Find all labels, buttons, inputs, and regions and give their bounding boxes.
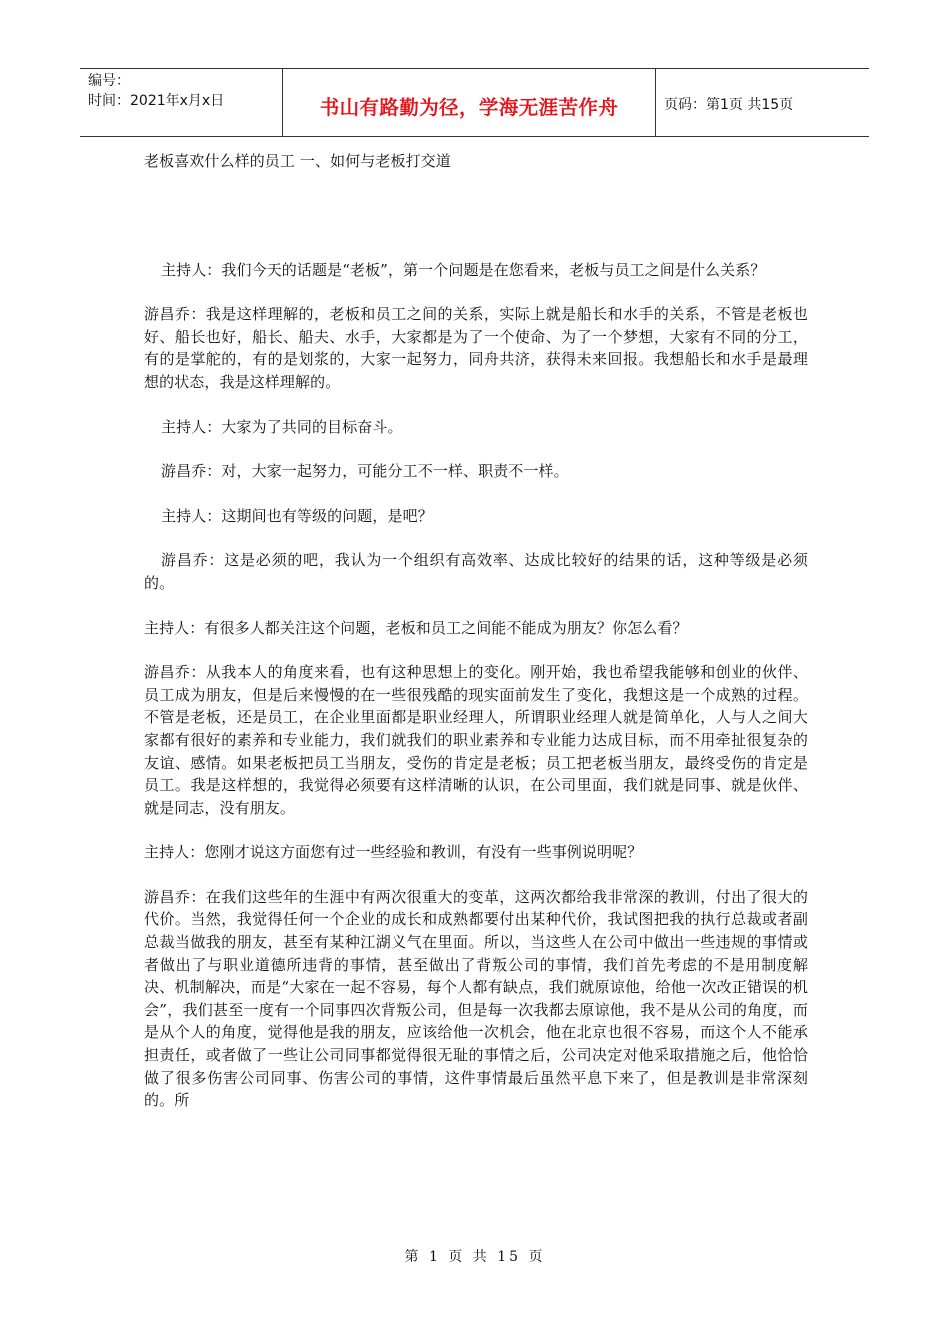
paragraph: 游昌乔：从我本人的角度来看，也有这种思想上的变化。刚开始，我也希望我能够和创业的伙伴、员工成为朋友，但是后来慢慢的在一些很残酷的现实面前发生了变化，我想这是一个成熟的过程。不管是老板，还是员工，在企业里面都是职业经理人，所谓职业经理人就是简单化，人与人之间大家都有很好的素养和专业能力，我们就我们的职业素养和专业能力达成目标，而不用牵扯很复杂的友谊、感情。如果老板把员工当朋友，受伤的肯定是老板；员工把老板当朋友，最终受伤的肯定是员工。我是这样想的，我觉得必须要有这样清晰的认识，在公司里面，我们就是同事、就是伙伴、就是同志，没有朋友。	[144, 663, 808, 817]
paragraph: 主持人：有很多人都关注这个问题，老板和员工之间能不能成为朋友？你怎么看？	[144, 618, 688, 637]
document-header	[80, 68, 869, 137]
title-spacer	[144, 173, 808, 259]
footer-page-number: 第 1 页 共 15 页	[404, 1249, 546, 1265]
paragraph: 游昌乔：这是必须的吧，我认为一个组织有高效率、达成比较好的结果的话，这种等级是必须的。	[144, 551, 808, 592]
paragraph: 游昌乔：对，大家一起努力，可能分工不一样、职责不一样。	[161, 462, 569, 481]
motto-text: 书山有路勤为径，学海无涯苦作舟	[319, 95, 619, 119]
page-footer	[0, 1246, 950, 1266]
paragraph: 主持人：大家为了共同的目标奋斗。	[161, 417, 403, 436]
paragraph: 主持人：我们今天的话题是“老板”，第一个问题是在您看来，老板与员工之间是什么关系？	[161, 260, 766, 279]
document-body	[144, 150, 808, 1134]
paragraph: 游昌乔：我是这样理解的，老板和员工之间的关系，实际上就是船长和水手的关系，不管是老板也好、船长也好，船长、船夫、水手，大家都是为了一个使命、为了一个梦想，大家有不同的分工，有的是掌舵的，有的是划浆的，大家一起努力，同舟共济，获得未来回报。我想船长和水手是最理想的状态，我是这样理解的。	[144, 305, 808, 391]
header-meta	[80, 69, 282, 136]
paragraph: 主持人：您刚才说这方面您有过一些经验和教训，有没有一些事例说明呢？	[144, 843, 643, 862]
page-info-text: 页码：第1页 共15页	[664, 96, 794, 113]
date-label: 时间：2021年x月x日	[88, 93, 225, 109]
document-title: 老板喜欢什么样的员工 一、如何与老板打交道	[144, 152, 451, 170]
header-page-info	[656, 69, 869, 136]
paragraph: 游昌乔：在我们这些年的生涯中有两次很重大的变革，这两次都给我非常深的教训，付出了很大的代价。当然，我觉得任何一个企业的成长和成熟都要付出某种代价，我试图把我的执行总裁或者副总裁当做我的朋友，甚至有某种江湖义气在里面。所以，当这些人在公司中做出一些违规的事情或者做出了与职业道德所违背的事情，甚至做出了背叛公司的事情，我们首先考虑的不是用制度解决、机制解决，而是“大家在一起不容易，每个人都有缺点，我们就原谅他，给他一次改正错误的机会”，我们甚至一度有一个同事四次背叛公司，但是每一次我都去原谅他，我不是从公司的角度，而是从个人的角度，觉得他是我的朋友，应该给他一次机会，他在北京也很不容易，而这个人不能承担责任，或者做了一些让公司同事都觉得很无耻的事情之后，公司决定对他采取措施之后，他恰恰做了很多伤害公司同事、伤害公司的事情，这件事情最后虽然平息下来了，但是教训是非常深刻的。所	[144, 887, 808, 1110]
paragraph: 主持人：这期间也有等级的问题，是吧？	[161, 506, 433, 525]
number-label: 编号：	[88, 73, 130, 89]
header-motto-cell	[282, 69, 656, 136]
